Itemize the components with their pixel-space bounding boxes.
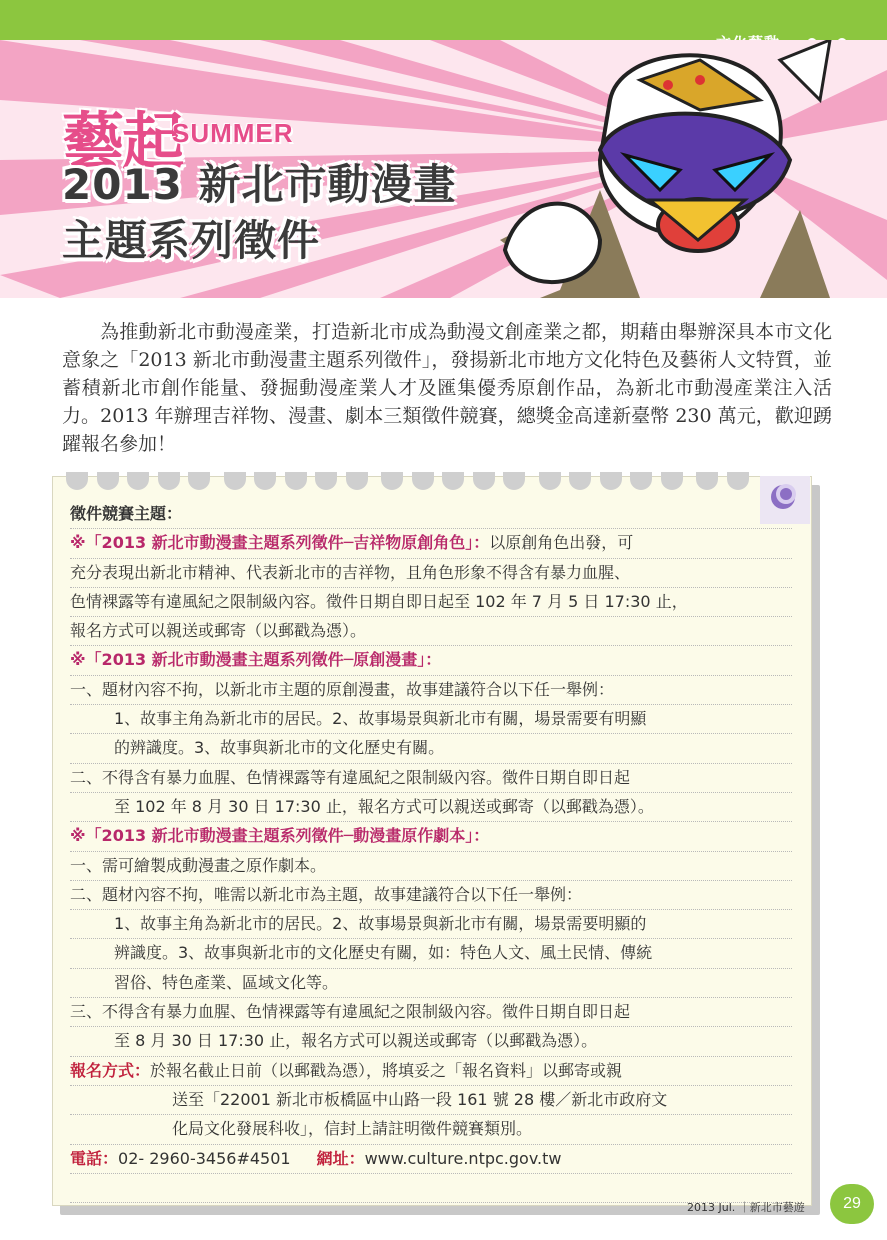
notice-text: 二、題材內容不拘，唯需以新北市為主題，故事建議符合以下任一舉例：: [70, 884, 583, 904]
banner-tag: 藝起: [62, 105, 183, 178]
notice-line: [70, 1145, 792, 1174]
banner-tag-english: SUMMER: [172, 118, 294, 148]
issue-footer: 2013 Jul. ｜新北市藝遊: [687, 1201, 805, 1214]
notice-text: 色情裸露等有違風紀之限制級內容。徵件日期自即日起至 102 年 7 月 5 日 17:30 止，: [70, 591, 688, 611]
notice-line: [70, 939, 792, 968]
notice-text: 化局文化發展科收」，信封上請註明徵件競賽類別。: [172, 1119, 533, 1139]
notice-line: [70, 588, 792, 617]
notice-text: 以原創角色出發，可: [489, 533, 634, 553]
notice-line: [70, 646, 792, 675]
website-link[interactable]: www.culture.ntpc.gov.tw: [364, 1148, 562, 1168]
notice-line: [70, 969, 792, 998]
notice-line: [70, 852, 792, 881]
category-1-title: ※「2013 新北市動漫畫主題系列徵件─吉祥物原創角色」：: [70, 533, 490, 553]
notice-line: [70, 910, 792, 939]
notepad-binding-holes: [66, 472, 766, 494]
notice-line: [70, 734, 792, 763]
notice-line: [70, 881, 792, 910]
notice-text: 二、不得含有暴力血腥、色情裸露等有違風紀之限制級內容。徵件日期自即日起: [70, 767, 631, 787]
notice-text: 1、故事主角為新北市的居民。2、故事場景與新北市有關，場景需要有明顯: [114, 709, 647, 729]
phone-label: 電話：: [70, 1148, 119, 1168]
page-number: 29: [830, 1184, 874, 1224]
notice-text: 充分表現出新北市精神、代表新北市的吉祥物，且角色形象不得含有暴力血腥、: [70, 562, 631, 582]
notice-line: [70, 822, 792, 851]
category-2-title: ※「2013 新北市動漫畫主題系列徵件─原創漫畫」：: [70, 650, 442, 670]
notice-line: [70, 1027, 792, 1056]
notice-content: [70, 500, 792, 1203]
notice-text: 於報名截止日前（以郵戳為憑），將填妥之「報名資料」以郵寄或親: [150, 1060, 623, 1080]
page-title-line-1: 2013 新北市動漫畫: [62, 160, 457, 209]
notice-line: [70, 529, 792, 558]
notice-line: [70, 676, 792, 705]
phone-number: 02- 2960-3456#4501: [118, 1148, 291, 1168]
notice-text: 的辨識度。3、故事與新北市的文化歷史有關。: [114, 738, 445, 758]
notice-text: 辨識度。3、故事與新北市的文化歷史有關，如：特色人文、風土民情、傳統: [114, 943, 653, 963]
notice-text: 至 8 月 30 日 17:30 止，報名方式可以親送或郵寄（以郵戳為憑）。: [114, 1031, 598, 1051]
page-title-line-2: 主題系列徵件: [62, 216, 321, 265]
notice-line: [70, 705, 792, 734]
notice-line: [70, 1115, 792, 1144]
notice-line: [70, 559, 792, 588]
signup-label: 報名方式：: [70, 1060, 151, 1080]
intro-paragraph: 為推動新北市動漫產業，打造新北市成為動漫文創產業之都，期藉由舉辦深具本市文化意象之「2013 新北市動漫畫主題系列徵件」，發揚新北市地方文化特色及藝術人文特質，並蓄積新北市創作能量、發掘動漫產業人才及匯集優秀原創作品，為新北市動漫產業注入活力。2013 年辦理吉祥物、漫畫、劇本三類徵件競賽，總獎金高達新臺幣 230 萬元，歡迎踴躍報名參加！: [62, 321, 832, 455]
notice-text: 1、故事主角為新北市的居民。2、故事場景與新北市有關，場景需要明顯的: [114, 914, 647, 934]
notice-text: 報名方式可以親送或郵寄（以郵戳為憑）。: [70, 621, 367, 641]
notice-text: 至 102 年 8 月 30 日 17:30 止，報名方式可以親送或郵寄（以郵戳為憑）。: [114, 796, 654, 816]
notice-line: [70, 1174, 792, 1203]
notice-text: 一、題材內容不拘，以新北市主題的原創漫畫，故事建議符合以下任一舉例：: [70, 679, 615, 699]
notice-line: [70, 998, 792, 1027]
website-label: 網址：: [316, 1148, 365, 1168]
notice-line: [70, 793, 792, 822]
notice-line: [70, 500, 792, 529]
notice-line: [70, 1086, 792, 1115]
notice-line: [70, 764, 792, 793]
notice-heading: 徵件競賽主題：: [70, 504, 183, 523]
notice-text: 送至「22001 新北市板橋區中山路一段 161 號 28 樓／新北市政府文: [172, 1089, 668, 1109]
notice-text: 一、需可繪製成動漫畫之原作劇本。: [70, 855, 327, 875]
notice-text: 三、不得含有暴力血腥、色情裸露等有違風紀之限制級內容。徵件日期自即日起: [70, 1002, 631, 1022]
category-3-title: ※「2013 新北市動漫畫主題系列徵件─動漫畫原作劇本」：: [70, 826, 490, 846]
notice-line: [70, 1057, 792, 1086]
notice-text: 習俗、特色產業、區域文化等。: [114, 972, 339, 992]
notice-line: [70, 617, 792, 646]
